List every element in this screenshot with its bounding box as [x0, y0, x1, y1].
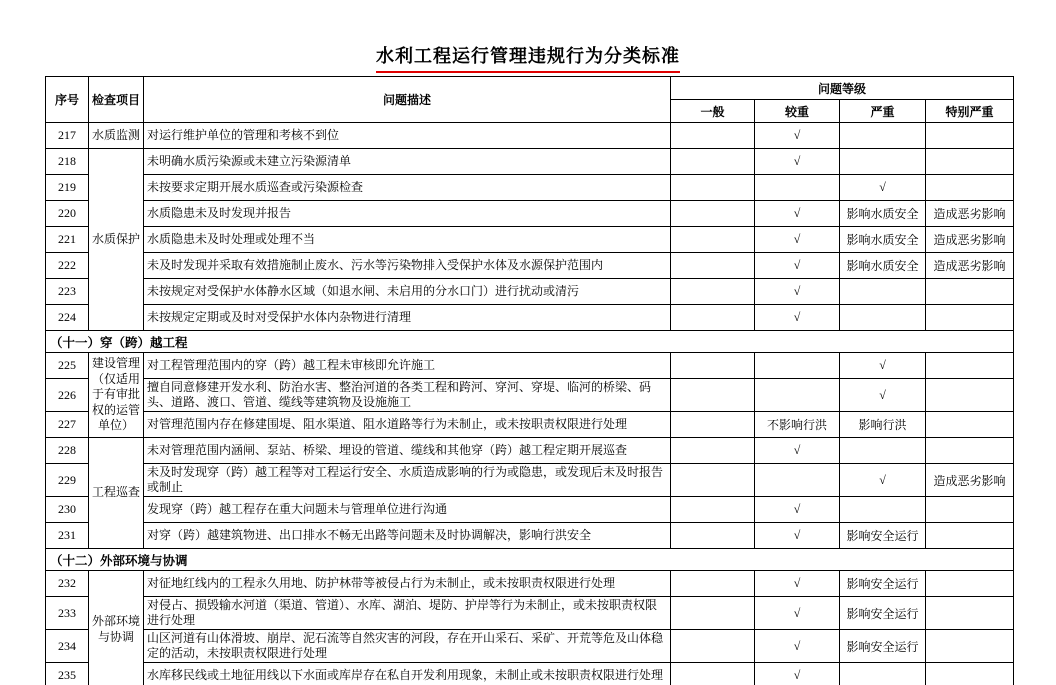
- desc-cell: 未及时发现并采取有效措施制止废水、污水等污染物排入受保护水体及水源保护范围内: [144, 253, 671, 279]
- level-major-cell: [755, 379, 840, 412]
- desc-cell: 发现穿（跨）越工程存在重大问题未与管理单位进行沟通: [144, 497, 671, 523]
- level-major-cell: 不影响行洪: [755, 412, 840, 438]
- level-general-cell: [671, 227, 755, 253]
- col-header-no: 序号: [46, 77, 89, 123]
- serial-cell: 233: [46, 597, 89, 630]
- col-header-level-general: 一般: [671, 100, 755, 123]
- desc-cell: 水质隐患未及时处理或处理不当: [144, 227, 671, 253]
- table-row: [46, 412, 1014, 438]
- level-severe-cell: √: [840, 175, 926, 201]
- desc-cell: 擅自同意修建开发水利、防治水害、整治河道的各类工程和跨河、穿河、穿堤、临河的桥梁、码头、道路、渡口、管道、缆线等建筑物及设施施工: [144, 379, 671, 412]
- col-header-level-severe: 严重: [840, 100, 926, 123]
- level-extreme-cell: [926, 438, 1014, 464]
- serial-cell: 225: [46, 353, 89, 379]
- serial-cell: 221: [46, 227, 89, 253]
- level-extreme-cell: [926, 523, 1014, 549]
- level-major-cell: [755, 353, 840, 379]
- item-cell: 建设管理（仅适用于有审批权的运管单位）: [89, 353, 144, 438]
- level-general-cell: [671, 663, 755, 685]
- level-general-cell: [671, 630, 755, 663]
- level-general-cell: [671, 438, 755, 464]
- desc-cell: 未及时发现穿（跨）越工程等对工程运行安全、水质造成影响的行为或隐患，或发现后未及时报告或制止: [144, 464, 671, 497]
- table-row: [46, 379, 1014, 412]
- table-row: [46, 464, 1014, 497]
- level-major-cell: √: [755, 438, 840, 464]
- table-row: [46, 227, 1014, 253]
- table-row: [46, 201, 1014, 227]
- title-row: [0, 42, 1056, 73]
- level-general-cell: [671, 175, 755, 201]
- level-major-cell: √: [755, 663, 840, 685]
- level-severe-cell: 影响水质安全: [840, 253, 926, 279]
- serial-cell: 226: [46, 379, 89, 412]
- page-title: 水利工程运行管理违规行为分类标准: [376, 42, 680, 73]
- level-major-cell: √: [755, 123, 840, 149]
- level-major-cell: √: [755, 149, 840, 175]
- level-severe-cell: √: [840, 379, 926, 412]
- level-severe-cell: 影响水质安全: [840, 227, 926, 253]
- item-cell: 工程巡查: [89, 438, 144, 549]
- serial-cell: 220: [46, 201, 89, 227]
- level-major-cell: √: [755, 571, 840, 597]
- desc-cell: 对管理范围内存在修建围堤、阻水渠道、阻水道路等行为未制止，或未按职责权限进行处理: [144, 412, 671, 438]
- level-severe-cell: [840, 497, 926, 523]
- level-extreme-cell: [926, 175, 1014, 201]
- level-general-cell: [671, 497, 755, 523]
- col-header-level-major: 较重: [755, 100, 840, 123]
- col-header-level-group: 问题等级: [671, 77, 1014, 100]
- level-severe-cell: 影响安全运行: [840, 571, 926, 597]
- level-severe-cell: [840, 663, 926, 685]
- level-major-cell: √: [755, 597, 840, 630]
- table-row: [46, 597, 1014, 630]
- level-severe-cell: 影响安全运行: [840, 523, 926, 549]
- level-major-cell: [755, 464, 840, 497]
- level-major-cell: √: [755, 201, 840, 227]
- col-header-level-extreme: 特别严重: [926, 100, 1014, 123]
- section-row: [46, 331, 1014, 353]
- level-severe-cell: [840, 149, 926, 175]
- level-extreme-cell: [926, 123, 1014, 149]
- level-severe-cell: 影响安全运行: [840, 630, 926, 663]
- level-extreme-cell: [926, 149, 1014, 175]
- level-extreme-cell: 造成恶劣影响: [926, 464, 1014, 497]
- desc-cell: 水库移民线或土地征用线以下水面或库岸存在私自开发利用现象，未制止或未按职责权限进行处理: [144, 663, 671, 685]
- table-row: [46, 438, 1014, 464]
- table-row: [46, 663, 1014, 685]
- table-row: [46, 149, 1014, 175]
- level-extreme-cell: [926, 497, 1014, 523]
- level-extreme-cell: [926, 412, 1014, 438]
- desc-cell: 对穿（跨）越建筑物进、出口排水不畅无出路等问题未及时协调解决，影响行洪安全: [144, 523, 671, 549]
- level-general-cell: [671, 279, 755, 305]
- level-extreme-cell: [926, 663, 1014, 685]
- desc-cell: 未按规定定期或及时对受保护水体内杂物进行清理: [144, 305, 671, 331]
- desc-cell: 对工程管理范围内的穿（跨）越工程未审核即允许施工: [144, 353, 671, 379]
- level-general-cell: [671, 253, 755, 279]
- serial-cell: 219: [46, 175, 89, 201]
- level-major-cell: √: [755, 227, 840, 253]
- table-row: [46, 279, 1014, 305]
- level-severe-cell: [840, 305, 926, 331]
- serial-cell: 224: [46, 305, 89, 331]
- item-cell: 水质保护: [89, 149, 144, 331]
- level-extreme-cell: 造成恶劣影响: [926, 253, 1014, 279]
- level-major-cell: √: [755, 253, 840, 279]
- serial-cell: 229: [46, 464, 89, 497]
- desc-cell: 山区河道有山体滑坡、崩岸、泥石流等自然灾害的河段，存在开山采石、采矿、开荒等危及山体稳定的活动，未按职责权限进行处理: [144, 630, 671, 663]
- level-major-cell: √: [755, 279, 840, 305]
- level-general-cell: [671, 412, 755, 438]
- level-general-cell: [671, 123, 755, 149]
- level-severe-cell: [840, 279, 926, 305]
- table-row: [46, 497, 1014, 523]
- table-row: [46, 253, 1014, 279]
- desc-cell: 对侵占、损毁输水河道（渠道、管道）、水库、湖泊、堤防、护岸等行为未制止，或未按职责权限进行处理: [144, 597, 671, 630]
- serial-cell: 217: [46, 123, 89, 149]
- table-row: [46, 630, 1014, 663]
- desc-cell: 未按规定对受保护水体静水区域（如退水闸、未启用的分水口门）进行扰动或清污: [144, 279, 671, 305]
- level-severe-cell: 影响水质安全: [840, 201, 926, 227]
- level-extreme-cell: 造成恶劣影响: [926, 201, 1014, 227]
- section-row-label: （十二）外部环境与协调: [46, 549, 1014, 571]
- level-major-cell: √: [755, 523, 840, 549]
- serial-cell: 222: [46, 253, 89, 279]
- desc-cell: 未按要求定期开展水质巡查或污染源检查: [144, 175, 671, 201]
- level-severe-cell: √: [840, 464, 926, 497]
- col-header-item: 检查项目: [89, 77, 144, 123]
- serial-cell: 234: [46, 630, 89, 663]
- desc-cell: 水质隐患未及时发现并报告: [144, 201, 671, 227]
- level-general-cell: [671, 305, 755, 331]
- level-general-cell: [671, 464, 755, 497]
- violation-classification-table: [45, 76, 1014, 685]
- level-general-cell: [671, 571, 755, 597]
- serial-cell: 230: [46, 497, 89, 523]
- item-cell: 外部环境与协调: [89, 571, 144, 685]
- level-extreme-cell: [926, 353, 1014, 379]
- level-severe-cell: 影响安全运行: [840, 597, 926, 630]
- level-general-cell: [671, 379, 755, 412]
- level-major-cell: √: [755, 497, 840, 523]
- table-row: [46, 123, 1014, 149]
- serial-cell: 228: [46, 438, 89, 464]
- level-major-cell: √: [755, 305, 840, 331]
- level-extreme-cell: [926, 597, 1014, 630]
- level-extreme-cell: [926, 279, 1014, 305]
- level-severe-cell: 影响行洪: [840, 412, 926, 438]
- serial-cell: 235: [46, 663, 89, 685]
- item-cell: 水质监测: [89, 123, 144, 149]
- level-general-cell: [671, 523, 755, 549]
- table-row: [46, 175, 1014, 201]
- table-row: [46, 523, 1014, 549]
- desc-cell: 对征地红线内的工程永久用地、防护林带等被侵占行为未制止，或未按职责权限进行处理: [144, 571, 671, 597]
- level-major-cell: √: [755, 630, 840, 663]
- table-row: [46, 305, 1014, 331]
- desc-cell: 未对管理范围内涵闸、泵站、桥梁、埋设的管道、缆线和其他穿（跨）越工程定期开展巡查: [144, 438, 671, 464]
- level-general-cell: [671, 201, 755, 227]
- level-extreme-cell: [926, 630, 1014, 663]
- level-major-cell: [755, 175, 840, 201]
- level-severe-cell: √: [840, 353, 926, 379]
- level-severe-cell: [840, 438, 926, 464]
- serial-cell: 231: [46, 523, 89, 549]
- serial-cell: 223: [46, 279, 89, 305]
- desc-cell: 对运行维护单位的管理和考核不到位: [144, 123, 671, 149]
- level-general-cell: [671, 597, 755, 630]
- section-row-label: （十一）穿（跨）越工程: [46, 331, 1014, 353]
- serial-cell: 227: [46, 412, 89, 438]
- serial-cell: 218: [46, 149, 89, 175]
- serial-cell: 232: [46, 571, 89, 597]
- desc-cell: 未明确水质污染源或未建立污染源清单: [144, 149, 671, 175]
- section-row: [46, 549, 1014, 571]
- level-extreme-cell: [926, 571, 1014, 597]
- level-extreme-cell: [926, 379, 1014, 412]
- level-general-cell: [671, 353, 755, 379]
- level-extreme-cell: [926, 305, 1014, 331]
- table-row: [46, 353, 1014, 379]
- level-extreme-cell: 造成恶劣影响: [926, 227, 1014, 253]
- col-header-desc: 问题描述: [144, 77, 671, 123]
- level-general-cell: [671, 149, 755, 175]
- level-severe-cell: [840, 123, 926, 149]
- table-row: [46, 571, 1014, 597]
